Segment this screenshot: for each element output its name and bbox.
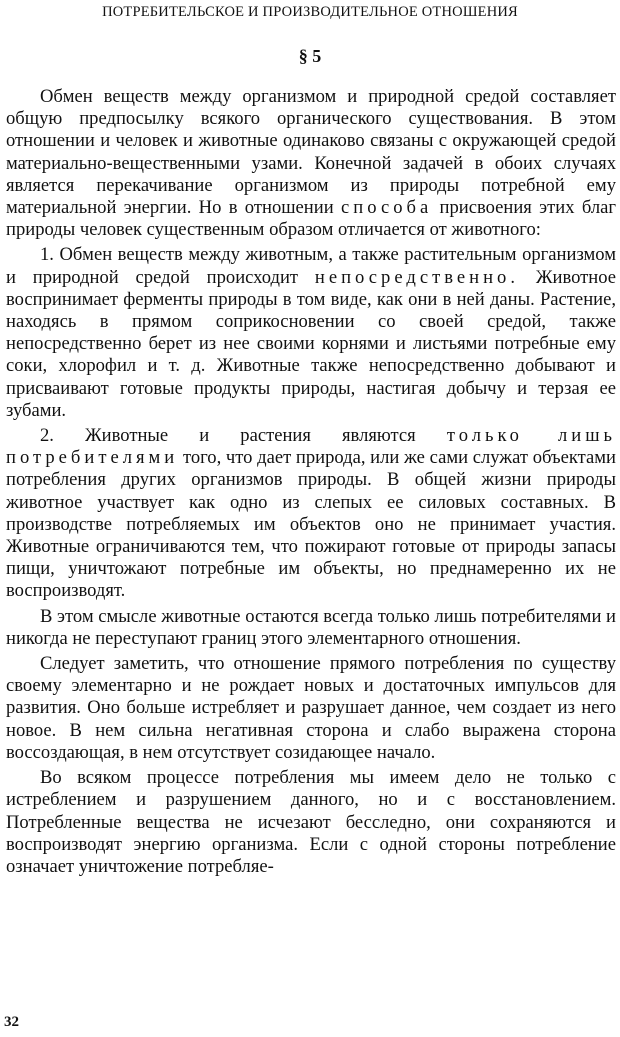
- paragraph-3: [6, 425, 616, 603]
- paragraph-1: [6, 86, 616, 241]
- paragraph-6: Во всяком процессе потребления мы имеем дело не только с истреблением и разрушением данного, но и с восстановлением. Потребленные вещества не исчезают бесследно, они сохраняются и воспроизводят энергию организма. Если с одной стороны потребление означает уничтожение потребляе-: [6, 767, 616, 877]
- paragraph-2-emphasis: непосредственно.: [314, 266, 519, 288]
- page-number: 32: [4, 1014, 19, 1030]
- body-text: [6, 86, 616, 881]
- paragraph-2-text: 1. Обмен веществ между животным, а также растительным организмом и природной средой происходит: [6, 244, 616, 288]
- paragraph-2-end: Животное воспринимает ферменты природы в том виде, как они в ней даны. Растение, находясь в прямом соприкосновении со своей средой, также непосредственно берет из нее своими корнями и листьями потребные ему соки, хлорофил и т. д. Животные также непосредственно добывают и присваивают готовые продукты природы, настигая добычу и терзая ее зубами.: [6, 266, 616, 421]
- running-header: ПОТРЕБИТЕЛЬСКОЕ И ПРОИЗВОДИТЕЛЬНОЕ ОТНОШЕНИЯ: [102, 4, 518, 20]
- paragraph-2: [6, 244, 616, 422]
- section-heading: § 5: [298, 46, 322, 66]
- paragraph-1-end: присвоения этих благ природы человек существенным образом отличается от животного:: [6, 197, 616, 241]
- paragraph-1-emphasis: способа: [340, 197, 433, 219]
- paragraph-3-end: того, что дает природа, или же сами служат объектами потребления других организмов природы. В общей жизни природы животное участвует как одно из слепых ее силовых составных. В производстве потребляемых им объектов оно не принимает участия. Животные ограничиваются тем, что пожирают готовые от природы запасы пищи, уничтожают потребные им объекты, но преднамеренно их не воспроизводят.: [6, 447, 616, 602]
- paragraph-4: В этом смысле животные остаются всегда только лишь потребителями и никогда не переступают границ этого элементарного отношения.: [6, 605, 616, 649]
- paragraph-5: Следует заметить, что отношение прямого потребления по существу своему элементарно и не рождает новых и достаточных импульсов для развития. Оно больше истребляет и разрушает данное, чем создает из него новое. В нем сильна негативная сторона и слабо выражена сторона воссоздающая, в нем отсутствует созидающее начало.: [6, 653, 616, 763]
- paragraph-1-text: Обмен веществ между организмом и природной средой составляет общую предпосылку всякого органического существования. В этом отношении и человек и животные одинаково связаны с окружающей средой материально-вещественными узами. Конечной задачей в обоих случаях является перекачивание организмом из природы потребной ему материальной энергии. Но в отношении: [6, 86, 616, 219]
- paragraph-3-emphasis: только лишь потребителями: [6, 425, 616, 469]
- paragraph-3-text: 2. Животные и растения являются: [40, 425, 416, 447]
